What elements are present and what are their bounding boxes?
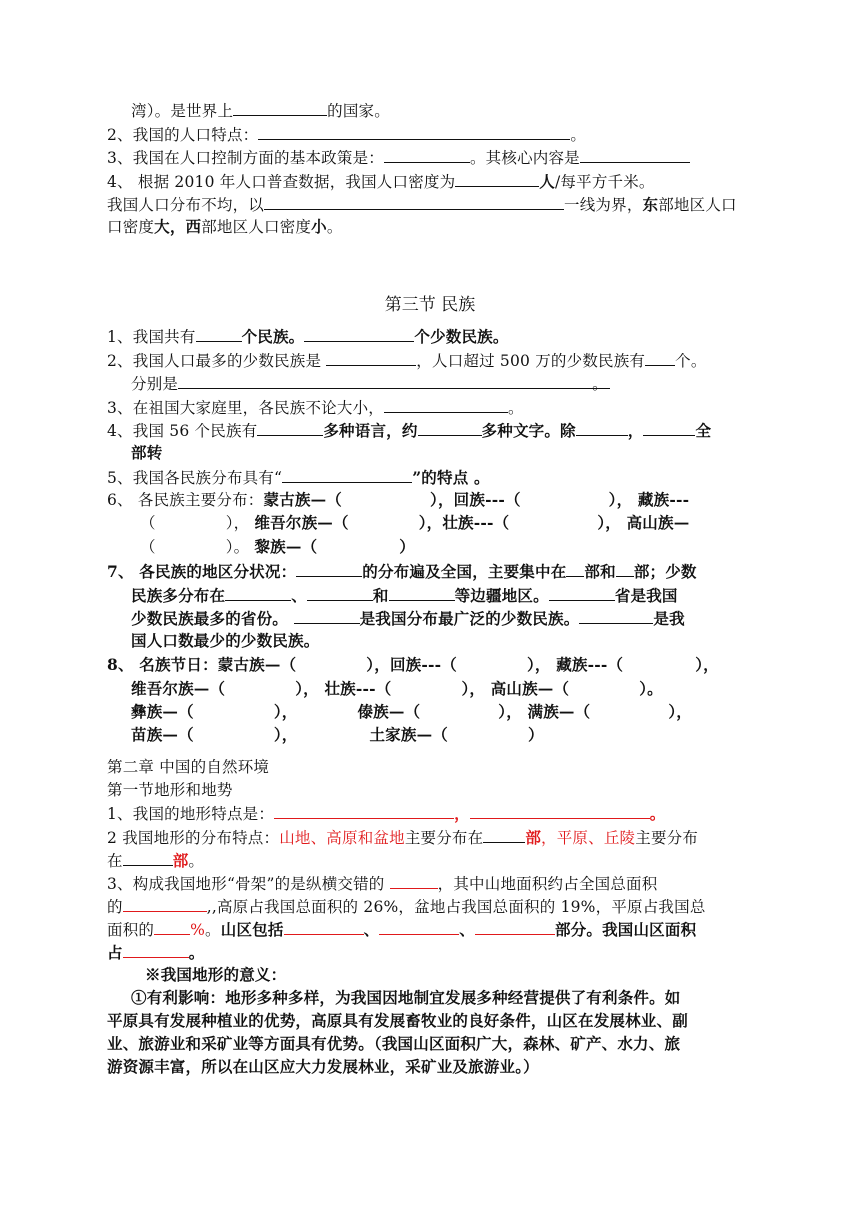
text: 5、我国各民族分布具有“ xyxy=(107,469,283,487)
fill-blank[interactable] xyxy=(123,895,207,912)
text: 8、 名族节日：蒙古族—（ xyxy=(107,655,297,674)
text: 。 xyxy=(188,943,205,962)
nation-q2b xyxy=(131,372,608,395)
fill-blank[interactable] xyxy=(566,560,584,577)
text: ），回族---（ xyxy=(366,655,457,674)
fill-blank[interactable] xyxy=(326,349,416,366)
fill-blank[interactable] xyxy=(123,941,189,958)
text: ）。 xyxy=(639,679,663,698)
text: 6、 各民族主要分布： xyxy=(107,491,264,509)
nation-q8c xyxy=(131,701,692,723)
text: ， xyxy=(541,829,557,847)
text: 4、我国 56 个民族有 xyxy=(107,422,258,440)
fill-blank[interactable] xyxy=(390,872,438,889)
fill-blank[interactable] xyxy=(389,584,455,601)
text: ）， 高山族—（ xyxy=(461,679,570,698)
fill-blank[interactable] xyxy=(580,146,690,163)
text: 。 xyxy=(649,804,666,823)
pop-line-1 xyxy=(107,123,586,146)
text: （ xyxy=(140,538,156,556)
text: 彝族—（ xyxy=(131,702,194,721)
text: 部分。我国山区面积 xyxy=(554,920,697,939)
fill-blank[interactable] xyxy=(178,372,610,389)
text: 个。 xyxy=(675,352,707,370)
text: 。 xyxy=(205,921,221,939)
text: 。 xyxy=(507,399,524,417)
text: 小 xyxy=(311,217,327,236)
text: 东 xyxy=(642,195,659,214)
nation-q7c xyxy=(131,607,685,630)
fill-blank[interactable] xyxy=(384,396,508,413)
nation-q6b xyxy=(140,512,689,534)
meaning-line-3: 业、旅游业和采矿业等方面具有优势。（我国山区面积广大，森林、矿产、水力、旅 xyxy=(107,1034,681,1053)
fill-blank[interactable] xyxy=(643,419,695,436)
text: 西 xyxy=(185,217,202,236)
text: 多种文字。除 xyxy=(481,421,576,440)
fill-blank[interactable] xyxy=(154,918,190,935)
terrain-q3 xyxy=(107,872,657,895)
text: ）， 藏族--- xyxy=(608,490,690,509)
nation-q2 xyxy=(107,349,707,372)
nation-q4 xyxy=(107,419,711,442)
text: ）， xyxy=(273,702,298,721)
terrain-q3c xyxy=(107,918,696,941)
pop-line-4 xyxy=(107,193,737,216)
text: ， xyxy=(169,217,186,236)
text: 2 我国地形的分布特点： xyxy=(107,829,280,847)
text: 占 xyxy=(107,943,123,962)
fill-blank[interactable] xyxy=(304,325,414,342)
text: 1、我国共有 xyxy=(107,328,196,346)
text: 的分布遍及全国，主要集中在 xyxy=(362,562,567,581)
text: 的国家。 xyxy=(327,102,390,120)
fill-blank[interactable] xyxy=(294,607,360,624)
fill-blank[interactable] xyxy=(233,99,327,116)
nation-q8b xyxy=(131,678,663,700)
text: 部和 xyxy=(584,562,616,581)
text: 全 xyxy=(695,421,712,440)
text: 蒙古族—（ xyxy=(263,490,343,509)
text: 的 xyxy=(107,898,123,916)
text: 1、我国的地形特点是： xyxy=(107,805,275,823)
text: 在 xyxy=(107,852,123,870)
fill-blank[interactable] xyxy=(282,466,412,483)
text: 是我 xyxy=(653,609,685,628)
nation-q4b: 部转 xyxy=(131,443,163,462)
fill-blank[interactable] xyxy=(579,607,653,624)
text: ）， 满族—（ xyxy=(498,702,591,721)
text: 部地区人口 xyxy=(658,196,737,214)
text: 个少数民族。 xyxy=(414,327,509,346)
text: 。 xyxy=(570,126,587,144)
text: 维吾尔族—（ xyxy=(254,513,349,532)
nation-q7b xyxy=(131,584,678,607)
text: ,,高原占我国总面积的 26%，盆地占我国总面积的 19%，平原占我国总 xyxy=(206,898,706,916)
fill-blank[interactable] xyxy=(455,170,539,187)
text: 我国人口分布不均，以 xyxy=(107,196,265,214)
fill-blank[interactable] xyxy=(284,918,364,935)
text: 个民族。 xyxy=(241,327,305,346)
text: 是我国分布最广泛的少数民族。 xyxy=(359,609,580,628)
text: 部 xyxy=(172,851,189,870)
text: 黎族—（ xyxy=(254,537,318,556)
text: 主要分布在 xyxy=(404,829,484,847)
text: ） xyxy=(399,537,415,556)
fill-blank[interactable] xyxy=(264,193,564,210)
nation-q1 xyxy=(107,325,509,348)
text: 部；少数 xyxy=(633,562,697,581)
text: ），回族---（ xyxy=(430,490,521,509)
text: 口密度 xyxy=(107,218,155,236)
text: 民族多分布在 xyxy=(131,586,226,605)
fill-blank[interactable] xyxy=(225,584,291,601)
fill-blank[interactable] xyxy=(384,146,470,163)
pop-line-5 xyxy=(107,216,343,238)
fill-blank[interactable] xyxy=(616,560,634,577)
text: 、 xyxy=(363,920,380,939)
text: ）， xyxy=(225,514,255,532)
text: 。 xyxy=(592,375,608,393)
text: ）， 壮族---（ xyxy=(295,679,392,698)
text: 3、我国在人口控制方面的基本政策是： xyxy=(107,149,384,167)
text: % xyxy=(190,921,206,939)
text: 4、 根据 2010 年人口普查数据，我国人口密度为 xyxy=(107,173,456,191)
text: 少数民族最多的省份。 xyxy=(131,609,294,628)
fill-blank[interactable] xyxy=(549,584,615,601)
text: 苗族—（ xyxy=(131,725,194,744)
text: 7、 各民族的地区分状况： xyxy=(107,562,297,581)
fill-blank[interactable] xyxy=(470,802,650,819)
nation-q7a xyxy=(107,560,697,583)
text: ， xyxy=(627,421,644,440)
terrain-q3b xyxy=(107,895,706,918)
text: ），壮族---（ xyxy=(418,513,510,532)
terrain-q1 xyxy=(107,802,665,825)
fill-blank[interactable] xyxy=(645,349,675,366)
fill-blank[interactable] xyxy=(258,123,570,140)
meaning-line-2: 平原具有发展种植业的优势，高原具有发展畜牧业的良好条件，山区在发展林业、副 xyxy=(107,1011,688,1030)
fill-blank[interactable] xyxy=(123,849,173,866)
text: 。其核心内容是 xyxy=(469,149,580,167)
text: ）。 xyxy=(225,538,255,556)
text: 分别是 xyxy=(131,375,179,393)
text: 2、我国的人口特点： xyxy=(107,126,259,144)
text: 3、构成我国地形“骨架”的是纵横交错的 xyxy=(107,875,390,893)
text: 、 xyxy=(459,920,475,939)
text: 湾）。是世界上 xyxy=(131,102,234,120)
text: 部 xyxy=(525,828,542,847)
nation-q3 xyxy=(107,396,524,419)
fill-blank[interactable] xyxy=(475,918,555,935)
text: ）， 高山族— xyxy=(597,513,690,532)
text: 、 xyxy=(291,586,307,605)
text: 山区包括 xyxy=(220,920,284,939)
text: ， xyxy=(454,804,470,823)
pop-line-2 xyxy=(107,146,690,169)
fill-blank[interactable] xyxy=(274,802,454,819)
text: 土家族—（ xyxy=(369,725,448,744)
text: 傣族—（ xyxy=(357,702,421,721)
text: 2、我国人口最多的少数民族是 xyxy=(107,352,327,370)
text: 人 xyxy=(539,172,555,191)
meaning-heading: ※我国地形的意义： xyxy=(145,965,287,984)
text: 山地、高原和盆地 xyxy=(279,829,405,847)
text: ）， xyxy=(695,655,719,674)
nation-q8d xyxy=(131,724,544,746)
terrain-q2b xyxy=(107,849,204,872)
text: ）， xyxy=(668,702,692,721)
section-title-nation: 第三节 民族 xyxy=(384,295,476,315)
nation-q5 xyxy=(107,466,490,489)
text: 维吾尔族—（ xyxy=(131,679,226,698)
pop-line-0 xyxy=(131,99,390,122)
terrain-q2 xyxy=(107,826,698,849)
fill-blank[interactable] xyxy=(576,419,628,436)
nation-q6a xyxy=(107,489,689,511)
meaning-line-1: ①有利影响：地形多种多样，为我国因地制宜发展多种经营提供了有利条件。如 xyxy=(131,988,681,1007)
terrain-q3d xyxy=(107,941,204,964)
text: （ xyxy=(140,514,156,532)
text: /每平方千米。 xyxy=(555,173,655,191)
text: ，其中山地面积约占全国总面积 xyxy=(437,875,658,893)
chapter-title: 第二章 中国的自然环境 xyxy=(107,758,270,776)
fill-blank[interactable] xyxy=(379,918,459,935)
pop-line-3 xyxy=(107,170,655,193)
text: 。 xyxy=(188,852,205,870)
text: 面积的 xyxy=(107,921,155,939)
fill-blank[interactable] xyxy=(483,826,525,843)
section-title-terrain: 第一节地形和地势 xyxy=(107,781,233,799)
fill-blank[interactable] xyxy=(307,584,373,601)
text: 大 xyxy=(154,217,170,236)
text: 多种语言，约 xyxy=(323,421,418,440)
text: ）， 藏族---（ xyxy=(526,655,624,674)
nation-q7d: 国人口数最少的少数民族。 xyxy=(131,631,320,650)
text: 和 xyxy=(372,586,389,605)
meaning-line-4: 游资源丰富，所以在山区应大力发展林业，采矿业及旅游业。） xyxy=(107,1057,539,1076)
text: ） xyxy=(527,725,544,744)
text: 等边疆地区。 xyxy=(454,586,549,605)
text: 部地区人口密度 xyxy=(201,218,312,236)
fill-blank[interactable] xyxy=(296,560,362,577)
text: ”的特点 。 xyxy=(412,468,490,487)
fill-blank[interactable] xyxy=(196,325,242,342)
nation-q6c xyxy=(140,536,415,558)
text: 3、在祖国大家庭里，各民族不论大小， xyxy=(107,399,384,417)
text: ，人口超过 500 万的少数民族有 xyxy=(416,352,646,370)
text: ）， xyxy=(273,725,298,744)
text: 省是我国 xyxy=(614,586,678,605)
fill-blank[interactable] xyxy=(418,419,482,436)
text: 主要分布 xyxy=(635,829,699,847)
text: 。 xyxy=(326,218,343,236)
text: 一线为界， xyxy=(564,196,643,214)
text: 平原、丘陵 xyxy=(556,829,636,847)
nation-q8a xyxy=(107,654,719,676)
fill-blank[interactable] xyxy=(257,419,323,436)
